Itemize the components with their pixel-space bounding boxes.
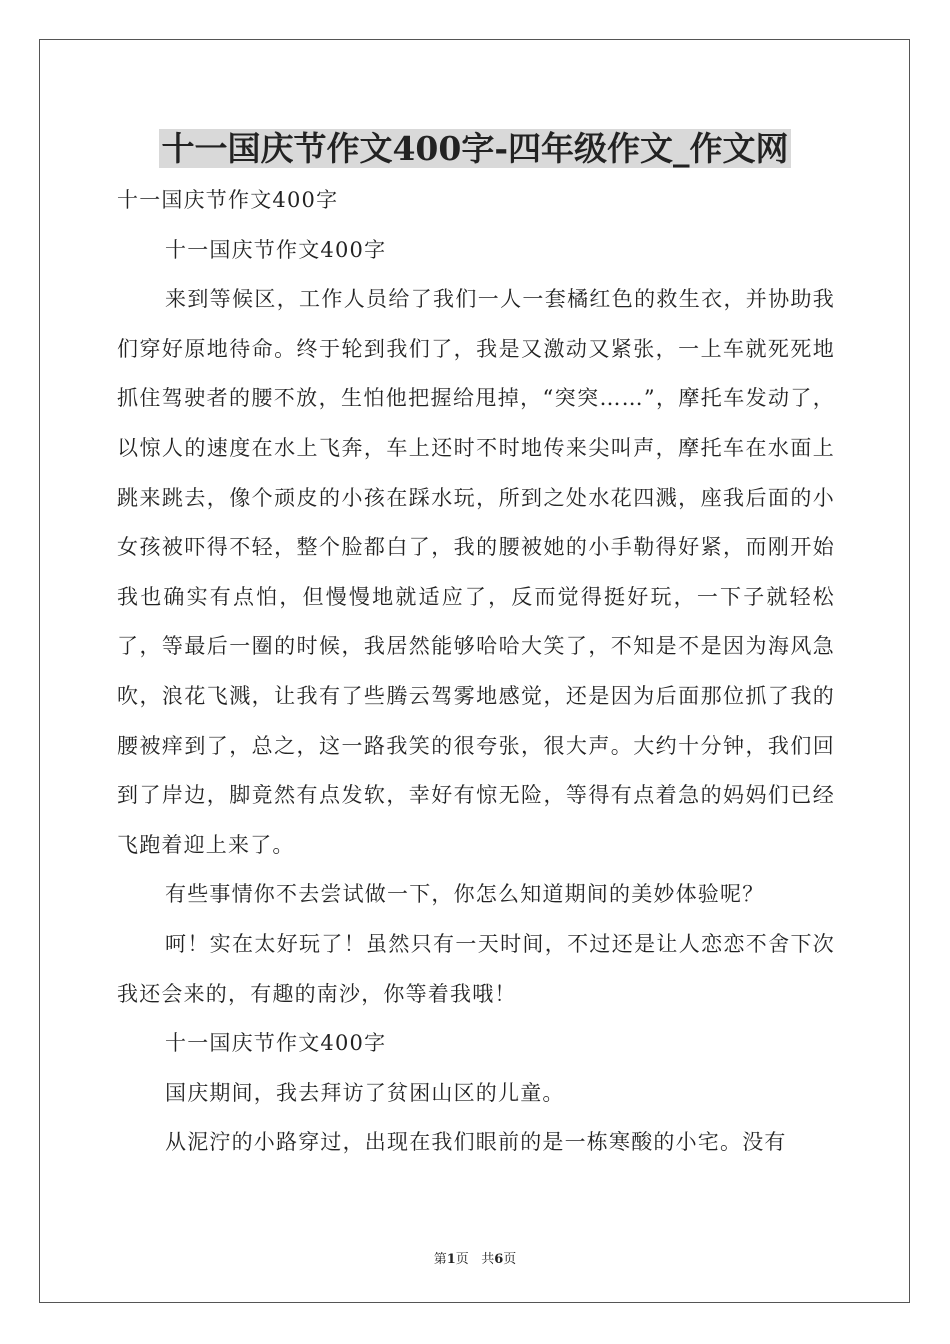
footer-total-suffix: 页: [503, 1252, 517, 1267]
footer-total-prefix: 共: [481, 1252, 495, 1267]
document-title-text: 十一国庆节作文400字-四年级作文_作文网: [161, 129, 789, 168]
document-title: [0, 128, 950, 170]
paragraph-6: 国庆期间，我去拜访了贫困山区的儿童。: [165, 1080, 565, 1105]
paragraph-4: 呵！实在太好玩了！虽然只有一天时间，不过还是让人恋恋不舍下次我还会来的，有趣的南沙，你等着我哦！: [117, 931, 835, 1006]
paragraph-7: 从泥泞的小路穿过，出现在我们眼前的是一栋寒酸的小宅。没有: [165, 1130, 787, 1155]
footer-prefix: 第: [433, 1252, 447, 1267]
paragraph-5: 十一国庆节作文400字: [165, 1031, 387, 1056]
footer-page-number: 1: [446, 1252, 456, 1267]
paragraph-2: 来到等候区，工作人员给了我们一人一套橘红色的救生衣，并协助我们穿好原地待命。终于轮到我们了，我是又激动又紧张，一上车就死死地抓住驾驶者的腰不放，生怕他把握给甩掉，“突突……”，摩托车发动了，以惊人的速度在水上飞奔，车上还时不时地传来尖叫声，摩托车在水面上跳来跳去，像个顽皮的小孩在踩水玩，所到之处水花四溅，座我后面的小女孩被吓得不轻，整个脸都白了，我的腰被她的小手勒得好紧，而刚开始我也确实有点怕，但慢慢地就适应了，反而觉得挺好玩，一下子就轻松了，等最后一圈的时候，我居然能够哈哈大笑了，不知是不是因为海风急吹，浪花飞溅，让我有了些腾云驾雾地感觉，还是因为后面那位抓了我的腰被痒到了，总之，这一路我笑的很夸张，很大声。大约十分钟，我们回到了岸边，脚竟然有点发软，幸好有惊无险，等得有点着急的妈妈们已经飞跑着迎上来了。: [117, 287, 835, 857]
page-footer: [0, 1248, 950, 1267]
document-body: [117, 176, 835, 1168]
paragraph-3: 有些事情你不去尝试做一下，你怎么知道期间的美妙体验呢？: [165, 882, 765, 907]
footer-total-pages: 6: [494, 1252, 504, 1267]
footer-page-suffix: 页: [455, 1252, 469, 1267]
paragraph-1: 十一国庆节作文400字: [165, 237, 387, 262]
paragraph-0: 十一国庆节作文400字: [117, 188, 339, 212]
